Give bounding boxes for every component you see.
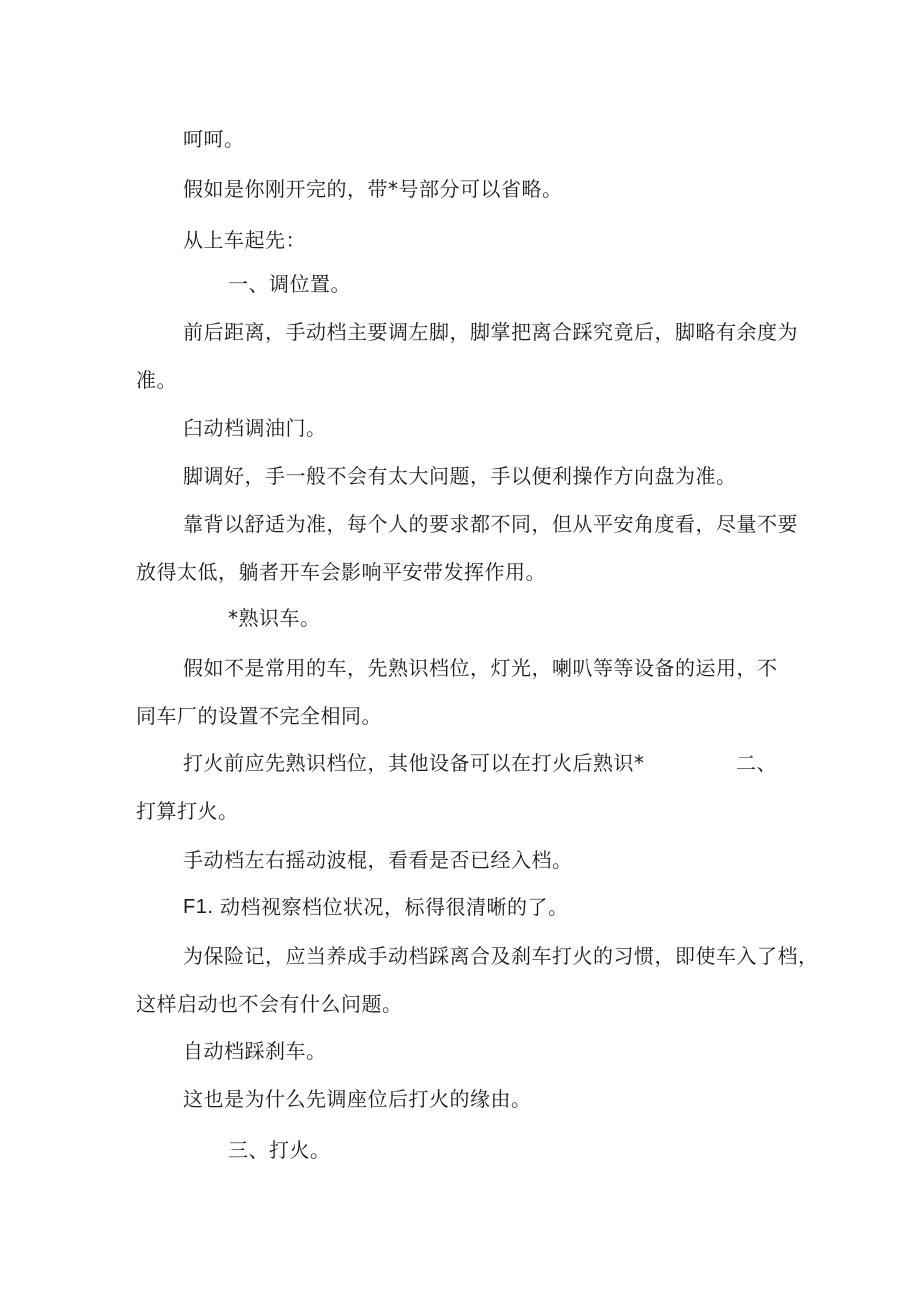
text-line: 假如不是常用的车，先熟识档位，灯光，喇叭等等设备的运用，不 — [183, 656, 778, 680]
text-line: 打火前应先熟识档位，其他设备可以在打火后熟识* — [183, 751, 645, 775]
text-line: 从上车起先： — [183, 228, 306, 252]
text-line: 臼动档调油门。 — [183, 416, 327, 440]
text-line: 自动档踩刹车。 — [183, 1039, 327, 1063]
section-heading: *熟识车。 — [228, 606, 321, 630]
text-line: 靠背以舒适为准，每个人的要求都不同，但从平安角度看，尽量不要 — [183, 512, 798, 536]
text-line: 呵呵。 — [183, 127, 245, 151]
text-line: 前后距离，手动档主要调左脚，脚掌把离合踩究竟后，脚略有余度为 — [183, 320, 798, 344]
text-line: 准。 — [136, 368, 177, 392]
section-heading: 三、打火。 — [228, 1138, 331, 1162]
text-line: 放得太低，躺者开车会影响平安带发挥作用。 — [136, 560, 546, 584]
text-line: 假如是你刚开完的，带*号部分可以省略。 — [183, 177, 563, 201]
text-line-prefix: F1. — [183, 896, 214, 918]
text-line: 手动档左右摇动波棍，看看是否已经入档。 — [183, 848, 573, 872]
section-heading: 二、 — [736, 751, 777, 775]
text-line: 脚调好，手一般不会有太大问题，手以便利操作方向盘为准。 — [183, 464, 737, 488]
text-line: 这也是为什么先调座位后打火的缘由。 — [183, 1087, 532, 1111]
text-line: 同车厂的设置不完全相同。 — [136, 704, 382, 728]
section-heading: 打算打火。 — [136, 799, 239, 823]
text-line: 为保险记，应当养成手动档踩离合及刹车打火的习惯，即使车入了档， — [183, 944, 819, 968]
text-line: 这样启动也不会有什么问题。 — [136, 992, 403, 1016]
text-line: 动档视察档位状况，标得很清晰的了。 — [220, 895, 569, 919]
section-heading: 一、调位置。 — [228, 272, 351, 296]
